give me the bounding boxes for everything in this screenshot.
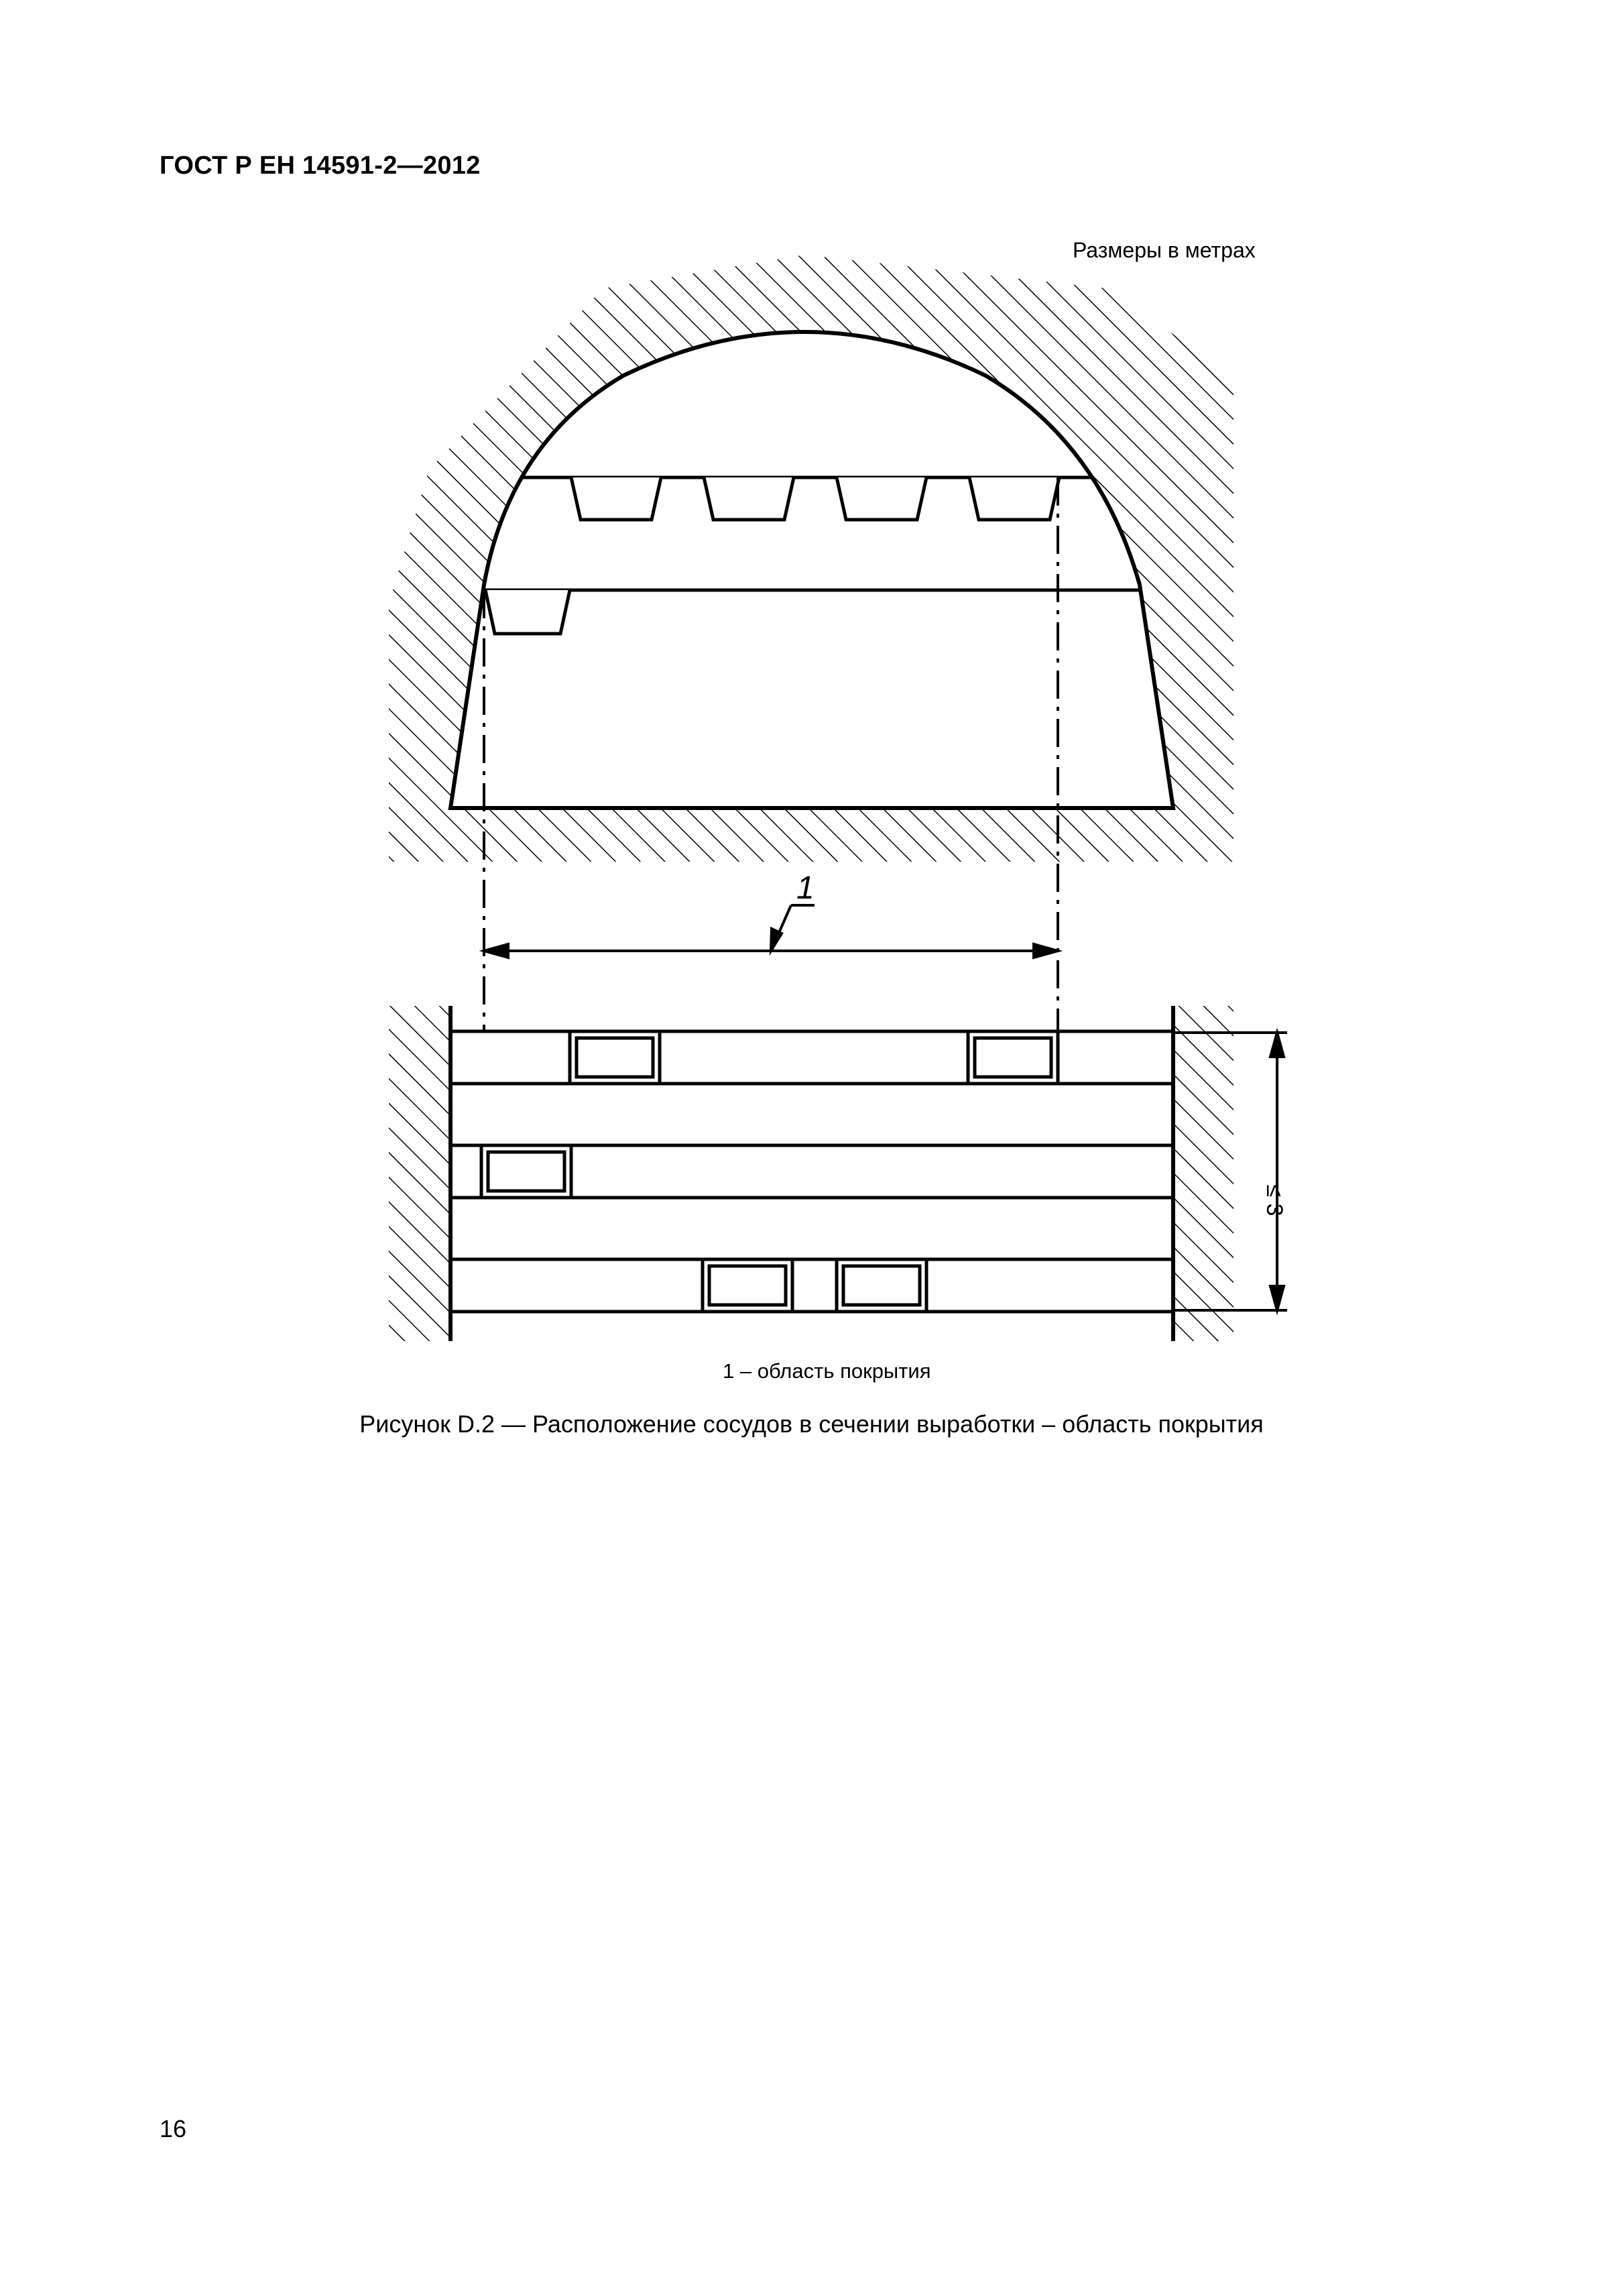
callout-label: 1 [796, 870, 815, 906]
figure-caption: Рисунок D.2 — Расположение сосудов в сечении выработки – область покрытия [359, 1410, 1264, 1438]
vessel-4 [969, 477, 1059, 520]
page-number: 16 [160, 2115, 187, 2142]
dimension-label: ≤ 3 [1262, 1184, 1287, 1216]
vessel-2 [704, 477, 794, 520]
vessel-5 [485, 590, 570, 634]
coverage-dimension [484, 905, 1058, 958]
plan-beam-1 [450, 1031, 1173, 1084]
document-header: ГОСТ Р ЕН 14591-2—2012 [160, 152, 481, 180]
vessel-3 [837, 477, 926, 520]
plan-vessels [481, 1031, 1058, 1312]
figure-legend: 1 – область покрытия [723, 1359, 931, 1383]
units-note: Размеры в метрах [1073, 238, 1256, 262]
vessel-1 [571, 477, 661, 520]
